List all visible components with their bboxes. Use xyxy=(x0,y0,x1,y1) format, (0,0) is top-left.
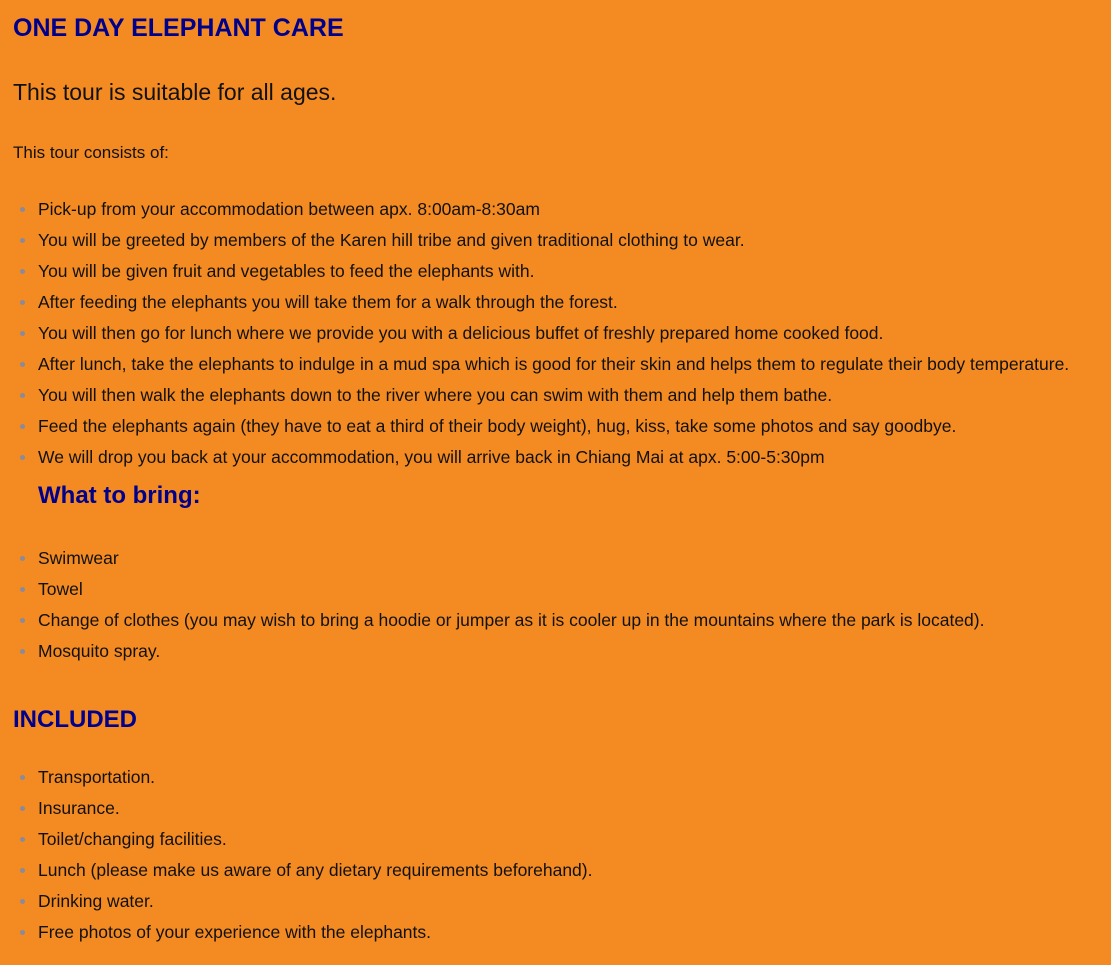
list-item-text: Pick-up from your accommodation between apx. 8:00am-8:30am xyxy=(38,199,540,219)
list-item-text: You will then walk the elephants down to the river where you can swim with them and help them bathe. xyxy=(38,385,833,405)
list-item-text: You will be greeted by members of the Karen hill tribe and given traditional clothing to wear. xyxy=(38,230,745,250)
list-item xyxy=(13,353,1069,384)
what-to-bring-list xyxy=(13,547,984,671)
list-item-text: After lunch, take the elephants to indulge in a mud spa which is good for their skin and helps them to regulate their body temperature. xyxy=(38,354,1070,374)
bullet-icon xyxy=(20,837,25,842)
what-to-bring-heading: What to bring: xyxy=(38,482,201,509)
bullet-icon xyxy=(20,587,25,592)
list-item xyxy=(13,859,592,890)
list-item-text: Toilet/changing facilities. xyxy=(38,829,227,849)
list-item xyxy=(13,578,984,609)
list-item-text: We will drop you back at your accommodation, you will arrive back in Chiang Mai at apx. 5:00-5:30pm xyxy=(38,447,825,467)
list-item-text: Free photos of your experience with the elephants. xyxy=(38,922,432,942)
bullet-icon xyxy=(20,300,25,305)
list-item xyxy=(13,384,1069,415)
page-subtitle: This tour is suitable for all ages. xyxy=(13,79,337,105)
bullet-icon xyxy=(20,269,25,274)
list-item-text: Drinking water. xyxy=(38,891,154,911)
list-item xyxy=(13,766,592,797)
list-item xyxy=(13,640,984,671)
list-item-text: Insurance. xyxy=(38,798,120,818)
list-item-text: Mosquito spray. xyxy=(38,641,161,661)
list-item xyxy=(13,828,592,859)
bullet-icon xyxy=(20,556,25,561)
bullet-icon xyxy=(20,775,25,780)
list-item xyxy=(13,291,1069,322)
list-item xyxy=(13,797,592,828)
list-item xyxy=(13,260,1069,291)
included-heading: INCLUDED xyxy=(13,706,137,733)
page-title: ONE DAY ELEPHANT CARE xyxy=(13,14,344,42)
bullet-icon xyxy=(20,331,25,336)
list-item-text: You will then go for lunch where we provide you with a delicious buffet of freshly prepared home cooked food. xyxy=(38,323,884,343)
list-item-text: Change of clothes (you may wish to bring a hoodie or jumper as it is cooler up in the mountains where the park is located). xyxy=(38,610,985,630)
list-item xyxy=(13,322,1069,353)
bullet-icon xyxy=(20,618,25,623)
list-item-text: Lunch (please make us aware of any dietary requirements beforehand). xyxy=(38,860,593,880)
bullet-icon xyxy=(20,868,25,873)
list-item xyxy=(13,229,1069,260)
list-item-text: After feeding the elephants you will take them for a walk through the forest. xyxy=(38,292,618,312)
list-item xyxy=(13,609,984,640)
list-item-text: Feed the elephants again (they have to eat a third of their body weight), hug, kiss, take some photos and say goodbye. xyxy=(38,416,957,436)
list-item-text: Towel xyxy=(38,579,83,599)
list-item xyxy=(13,921,592,952)
bullet-icon xyxy=(20,899,25,904)
bullet-icon xyxy=(20,930,25,935)
bullet-icon xyxy=(20,455,25,460)
tour-itinerary-list xyxy=(13,198,1069,477)
bullet-icon xyxy=(20,362,25,367)
bullet-icon xyxy=(20,393,25,398)
included-list xyxy=(13,766,592,952)
list-item xyxy=(13,890,592,921)
list-item xyxy=(13,198,1069,229)
bullet-icon xyxy=(20,806,25,811)
list-item xyxy=(13,446,1069,477)
list-item-text: Transportation. xyxy=(38,767,156,787)
list-item-text: Swimwear xyxy=(38,548,119,568)
list-item-text: You will be given fruit and vegetables to feed the elephants with. xyxy=(38,261,535,281)
list-item xyxy=(13,415,1069,446)
bullet-icon xyxy=(20,207,25,212)
bullet-icon xyxy=(20,238,25,243)
bullet-icon xyxy=(20,649,25,654)
tour-intro: This tour consists of: xyxy=(13,143,169,162)
bullet-icon xyxy=(20,424,25,429)
list-item xyxy=(13,547,984,578)
